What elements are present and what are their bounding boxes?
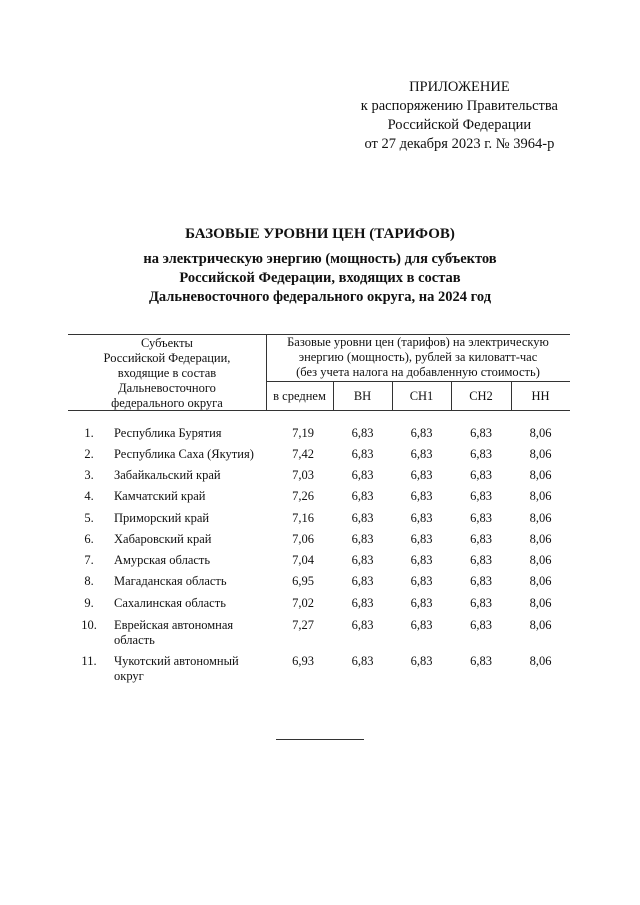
value-vn: 6,83 [351, 447, 374, 461]
subtitle-line: Российской Федерации, входящих в состав [179, 270, 461, 286]
value-sn2: 6,83 [470, 596, 492, 610]
value-vn: 6,83 [351, 468, 374, 482]
value-average: 7,02 [292, 596, 314, 610]
value-nn: 8,06 [529, 532, 552, 546]
row-number: 7. [84, 553, 94, 567]
value-sn2: 6,83 [470, 532, 492, 546]
header-line: входящие в состав [117, 366, 217, 380]
subject-name: Приморский край [114, 511, 210, 525]
column-header-nn: НН [531, 389, 550, 403]
column-header-vn: ВН [353, 389, 372, 403]
value-vn: 6,83 [351, 511, 374, 525]
value-average: 7,19 [292, 426, 314, 440]
value-vn: 6,83 [351, 596, 374, 610]
document-title: БАЗОВЫЕ УРОВНИ ЦЕН (ТАРИФОВ) [185, 226, 455, 242]
subject-name: Хабаровский край [114, 532, 212, 546]
value-average: 7,06 [292, 532, 314, 546]
column-header-sn1: СН1 [409, 389, 434, 403]
value-sn1: 6,83 [410, 654, 433, 668]
appendix-block [361, 78, 558, 154]
value-sn1: 6,83 [410, 511, 433, 525]
subject-column-header [68, 336, 266, 411]
value-sn2: 6,83 [470, 447, 492, 461]
value-sn2: 6,83 [470, 426, 492, 440]
header-line: Российской Федерации, [103, 351, 231, 365]
subject-name: Магаданская область [114, 574, 227, 588]
value-vn: 6,83 [351, 654, 374, 668]
subject-name: Еврейская автономная область [114, 618, 234, 647]
header-line: федерального округа [111, 396, 223, 410]
value-sn2: 6,83 [470, 574, 492, 588]
value-vn: 6,83 [351, 618, 374, 632]
header-line: Дальневосточного [118, 381, 216, 395]
value-sn1: 6,83 [410, 426, 433, 440]
value-nn: 8,06 [529, 574, 552, 588]
value-nn: 8,06 [529, 468, 552, 482]
subject-name: Камчатский край [114, 489, 206, 503]
value-sn2: 6,83 [470, 489, 492, 503]
value-sn2: 6,83 [470, 654, 492, 668]
row-number: 6. [84, 532, 94, 546]
value-average: 6,95 [292, 574, 314, 588]
value-average: 7,26 [292, 489, 314, 503]
value-sn1: 6,83 [410, 596, 433, 610]
value-average: 7,16 [292, 511, 314, 525]
value-average: 7,42 [292, 447, 314, 461]
value-sn1: 6,83 [410, 447, 433, 461]
closing-line [276, 739, 364, 740]
value-sn2: 6,83 [470, 468, 492, 482]
value-sn1: 6,83 [410, 618, 433, 632]
value-nn: 8,06 [529, 489, 552, 503]
row-number: 10. [81, 618, 97, 632]
row-number: 11. [81, 654, 97, 668]
row-number: 3. [84, 468, 94, 482]
value-nn: 8,06 [529, 553, 552, 567]
header-line: Субъекты [141, 336, 193, 350]
value-vn: 6,83 [351, 532, 374, 546]
row-number: 8. [84, 574, 94, 588]
appendix-date: от 27 декабря 2023 г. № 3964-р [364, 136, 555, 152]
subject-name: Республика Саха (Якутия) [114, 447, 254, 461]
subject-name: Амурская область [114, 553, 211, 567]
appendix-title: ПРИЛОЖЕНИЕ [409, 79, 510, 95]
subject-name: Забайкальский край [114, 468, 221, 482]
appendix-line: Российской Федерации [387, 117, 532, 133]
row-number: 4. [84, 489, 94, 503]
row-number: 2. [84, 447, 94, 461]
value-nn: 8,06 [529, 426, 552, 440]
subtitle-line: на электрическую энергию (мощность) для субъектов [143, 251, 497, 267]
column-header-sn2: СН2 [469, 389, 493, 403]
row-number: 1. [84, 426, 94, 440]
subject-name: Чукотский автономный округ [114, 654, 239, 683]
value-sn1: 6,83 [410, 553, 433, 567]
document-subtitle [0, 250, 640, 307]
value-vn: 6,83 [351, 489, 374, 503]
price-group-header [266, 335, 570, 380]
value-average: 7,27 [292, 618, 314, 632]
value-vn: 6,83 [351, 553, 374, 567]
header-line: (без учета налога на добавленную стоимость) [296, 365, 540, 379]
value-sn2: 6,83 [470, 511, 492, 525]
header-line: Базовые уровни цен (тарифов) на электрическую [287, 335, 549, 349]
value-average: 7,03 [292, 468, 314, 482]
header-line: энергию (мощность), рублей за киловатт-час [298, 350, 538, 364]
value-nn: 8,06 [529, 447, 552, 461]
row-number: 5. [84, 511, 94, 525]
value-nn: 8,06 [529, 618, 552, 632]
subject-name: Сахалинская область [114, 596, 226, 610]
group-header-divider [266, 381, 570, 382]
value-average: 7,04 [292, 553, 314, 567]
value-sn1: 6,83 [410, 574, 433, 588]
value-sn1: 6,83 [410, 468, 433, 482]
value-average: 6,93 [292, 654, 314, 668]
value-vn: 6,83 [351, 574, 374, 588]
value-nn: 8,06 [529, 596, 552, 610]
subject-name: Республика Бурятия [114, 426, 222, 440]
appendix-line: к распоряжению Правительства [360, 98, 558, 114]
value-sn2: 6,83 [470, 553, 492, 567]
value-sn1: 6,83 [410, 532, 433, 546]
value-nn: 8,06 [529, 654, 552, 668]
value-sn1: 6,83 [410, 489, 433, 503]
row-number: 9. [84, 596, 94, 610]
value-nn: 8,06 [529, 511, 552, 525]
value-sn2: 6,83 [470, 618, 492, 632]
value-vn: 6,83 [351, 426, 374, 440]
column-header-average: в среднем [273, 389, 326, 403]
subtitle-line: Дальневосточного федерального округа, на 2024 год [148, 289, 492, 305]
